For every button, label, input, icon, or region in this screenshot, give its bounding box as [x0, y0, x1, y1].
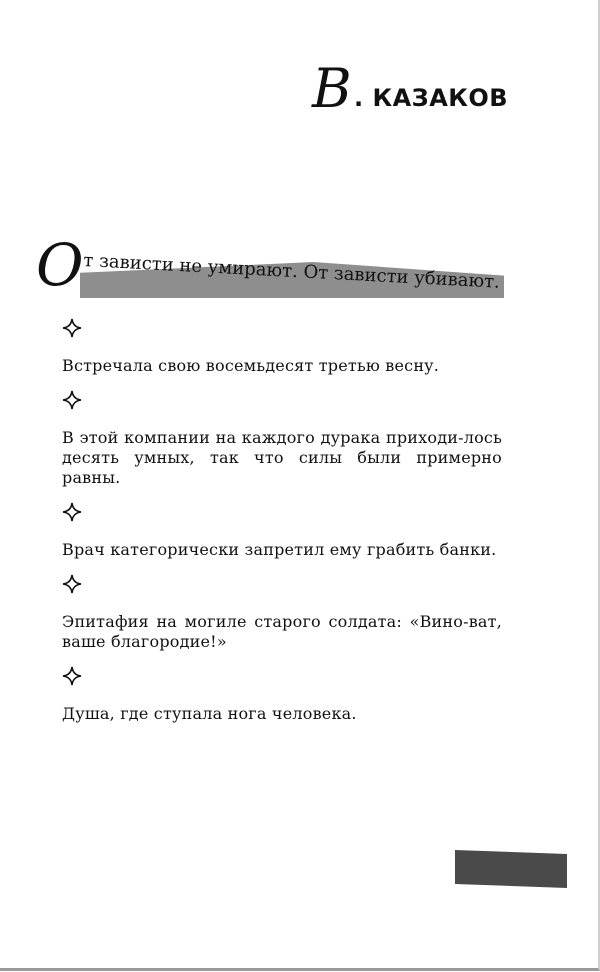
author-surname: . КАЗАКОВ — [354, 84, 509, 112]
aphorism-list — [62, 318, 502, 738]
headline-text: т зависти не умирают. От зависти убивают. — [82, 250, 501, 293]
four-point-star-icon — [62, 502, 502, 526]
aphorism-item: Врач категорически запретил ему грабить банки. — [62, 540, 497, 559]
author-initial: B — [312, 57, 352, 120]
aphorism-item: Встречала свою восемьдесят третью весну. — [62, 356, 440, 375]
four-point-star-icon — [62, 318, 502, 342]
four-point-star-icon — [62, 390, 502, 414]
four-point-star-icon — [62, 666, 502, 690]
headline-aphorism — [36, 231, 501, 306]
aphorism-item: Эпитафия на могиле старого солдата: «Вино-ват, ваше благородие!» — [62, 612, 502, 651]
aphorism-item: В этой компании на каждого дурака приходи-лось десять умных, так что силы были примерно равны. — [62, 428, 502, 487]
author-heading — [312, 57, 512, 122]
four-point-star-icon — [62, 574, 502, 598]
corner-ink-stamp — [455, 850, 567, 888]
aphorism-item: Душа, где ступала нога человека. — [62, 704, 357, 723]
drop-cap: О — [36, 231, 84, 299]
